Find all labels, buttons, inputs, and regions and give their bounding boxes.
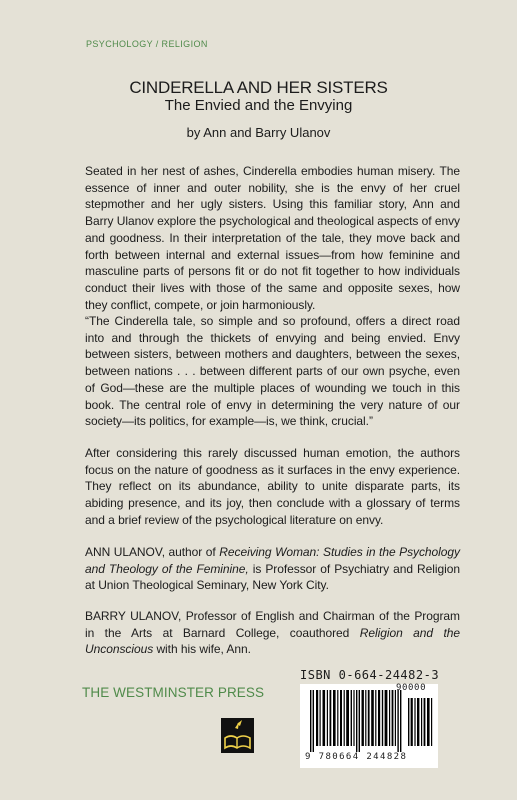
isbn-label: ISBN 0-664-24482-3 [300,668,440,682]
summary-paragraph: After considering this rarely discussed human emotion, the authors focus on the nature of goodness as it surfaces in the envy experience. They reflect on its abundance, ability to unite disparate parts, its abiding presence, and its joy, then conclude with a glossary of terms and a brief review of the psychological literature on envy. [85,446,460,527]
barcode-ean-digits: 9 780664 244828 [305,752,408,762]
bio-barry-rest: with his wife, Ann. [153,642,251,657]
quote-paragraph: “The Cinderella tale, so simple and so profound, offers a direct road into and through the thickets of envying and being envied. Envy between sisters, between mothers and daughters, between the sexes, between nations . . . between different parts of our own psyche, even of God—these are the multiple places of wounding we touch in this book. The central role of envy in determining the very nature of our society—its politics, for example—is, we think, crucial.” [85,314,460,429]
barcode-addon-digits: 90000 [396,683,427,693]
bio-ann-lead: ANN ULANOV, author of [85,545,220,559]
bio-barry-lead: BARRY ULANOV, Professor of English and Chairman of the Program in the Arts at Barnard College, coauthored [85,609,460,640]
publisher-name: THE WESTMINSTER PRESS [82,685,265,700]
bio-ann-book-title: Receiving Woman: Studies in the Psychology and Theology of the Feminine, [85,545,460,576]
bio-barry-book-title: Religion and the Unconscious [85,625,460,657]
author-byline: by Ann and Barry Ulanov [186,125,331,140]
publisher-logo-icon [221,718,254,753]
author-bio-barry [85,608,460,658]
author-bio-ann [85,544,460,594]
category-label: PSYCHOLOGY / RELIGION [86,39,208,49]
book-title: CINDERELLA AND HER SISTERS [129,78,388,97]
description-paragraph: Seated in her nest of ashes, Cinderella embodies human misery. The essence of inner and outer nobility, she is the envy of her cruel stepmother and her ugly sisters. Using this familiar story, Ann and Barry Ulanov explore the psychological and theological aspects of envy and goodness. In their interpretation of the tale, they move back and forth between internal and external issues—from how feminine and masculine parts of persons fit or do not fit together to how individuals conduct their lives with those of the same and opposite sexes, how they conflict, compete, or join harmoniously. [85,164,460,312]
bio-ann-rest: is Professor of Psychiatry and Religion at Union Theological Seminary, New York City. [85,561,460,593]
book-subtitle: The Envied and the Envying [164,97,353,114]
